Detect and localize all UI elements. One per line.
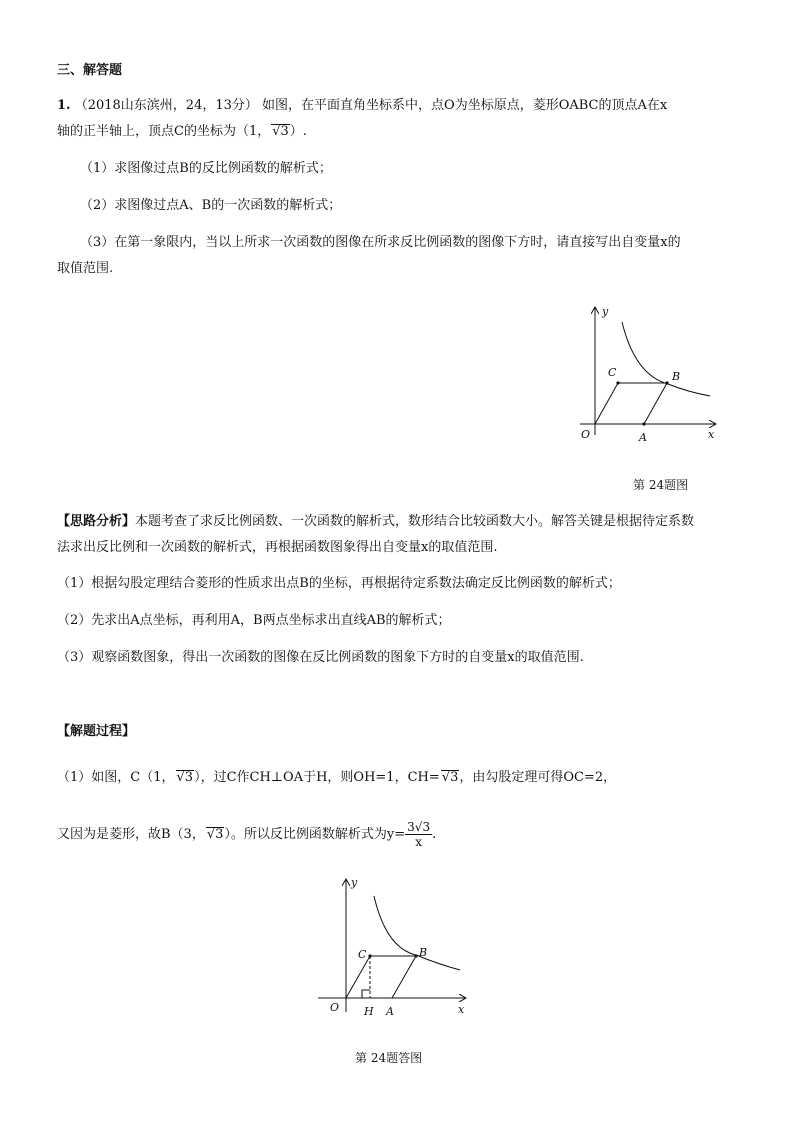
- solution-1a: （1）如图，C（1，: [57, 770, 175, 785]
- label-b: B: [672, 370, 681, 383]
- question-3-line-2: 取值范围.: [57, 261, 114, 276]
- analysis-text-1: 本题考查了求反比例函数、一次函数的解析式，数形结合比较函数大小。解答关键是根据待定系数: [135, 514, 695, 529]
- sqrt-radicand: 3: [215, 827, 224, 842]
- problem-stem-1: 如图，在平面直角坐标系中，点O为坐标原点，菱形OABC的顶点A在x: [262, 98, 668, 113]
- figure-1-caption: 第 24题图: [633, 478, 689, 492]
- problem-source: （2018山东滨州，24，13分）: [74, 98, 258, 113]
- label-y: y: [602, 305, 609, 318]
- solution-2a: 又因为是菱形，故B（3，: [57, 827, 205, 842]
- label-o: O: [330, 1001, 340, 1014]
- question-2: （2）求图像过点A、B的一次函数的解析式；: [80, 198, 342, 213]
- fraction: [405, 820, 432, 849]
- sqrt-three: √3: [441, 770, 459, 785]
- solution-line-1: [57, 768, 616, 788]
- hyperbola-curve: [374, 896, 460, 970]
- problem-line-2: [57, 122, 307, 142]
- analysis-step-1: （1）根据勾股定理结合菱形的性质求出点B的坐标，再根据待定系数法确定反比例函数的解析式；: [57, 576, 621, 591]
- analysis-line-1: [57, 512, 694, 532]
- problem-stem-2b: ）.: [289, 124, 307, 139]
- figure-2-caption: 第 24题答图: [355, 1051, 423, 1065]
- figure-2-graph: [310, 872, 480, 1022]
- fraction-numerator: 3√3: [407, 820, 431, 834]
- solution-line-2: [57, 820, 436, 849]
- point-a: [642, 422, 645, 425]
- label-x: x: [708, 428, 715, 441]
- fraction-denominator: x: [415, 835, 422, 849]
- analysis-step-3: （3）观察函数图象，得出一次函数的图像在反比例函数的图象下方时的自变量x的取值范围.: [57, 650, 584, 665]
- label-a: A: [639, 431, 647, 444]
- question-1: （1）求图像过点B的反比例函数的解析式；: [80, 161, 332, 176]
- rhombus-oabc: [346, 956, 416, 998]
- sqrt-three: √3: [272, 124, 289, 139]
- point-c: [616, 381, 619, 384]
- sqrt-radicand: 3: [280, 124, 289, 139]
- solution-heading: 【解题过程】: [57, 724, 136, 739]
- label-b: B: [419, 946, 428, 959]
- problem-line-1: [57, 96, 667, 116]
- solution-1c: ，由勾股定理可得OC=2，: [459, 770, 617, 785]
- solution-1b: ），过C作CH⊥OA于H，则OH=1，CH=: [194, 770, 440, 785]
- solution-2b: ）。所以反比例函数解析式为y=: [224, 827, 406, 842]
- label-c: C: [608, 366, 617, 379]
- sqrt-three: √3: [206, 827, 224, 842]
- label-h: H: [364, 1005, 374, 1018]
- label-x: x: [458, 1003, 465, 1016]
- sqrt-radicand: 3: [450, 770, 459, 785]
- rhombus-oabc: [595, 383, 667, 424]
- problem-stem-2a: 轴的正半轴上，顶点C的坐标为（1，: [57, 124, 271, 139]
- point-c: [368, 954, 371, 957]
- question-3-line-1: （3）在第一象限内，当以上所求一次函数的图像在所求反比例函数的图像下方时，请直接写出自变量x的: [80, 235, 681, 250]
- analysis-heading: 【思路分析】: [57, 514, 136, 529]
- problem-number: 1.: [57, 98, 71, 113]
- point-b: [665, 381, 668, 384]
- right-angle-mark: [362, 990, 370, 998]
- section-title: 三、解答题: [57, 63, 123, 78]
- label-y: y: [351, 876, 358, 889]
- sqrt-three: √3: [176, 770, 194, 785]
- sqrt-radicand: 3: [184, 770, 194, 785]
- point-b: [414, 954, 417, 957]
- analysis-line-2: 法求出反比例和一次函数的解析式，再根据函数图象得出自变量x的取值范围.: [57, 540, 498, 555]
- label-c: C: [358, 948, 367, 961]
- solution-2c: .: [432, 827, 437, 842]
- figure-1-graph: [560, 300, 730, 450]
- analysis-step-2: （2）先求出A点坐标，再利用A，B两点坐标求出直线AB的解析式；: [57, 613, 451, 628]
- label-a: A: [386, 1005, 394, 1018]
- label-o: O: [581, 428, 591, 441]
